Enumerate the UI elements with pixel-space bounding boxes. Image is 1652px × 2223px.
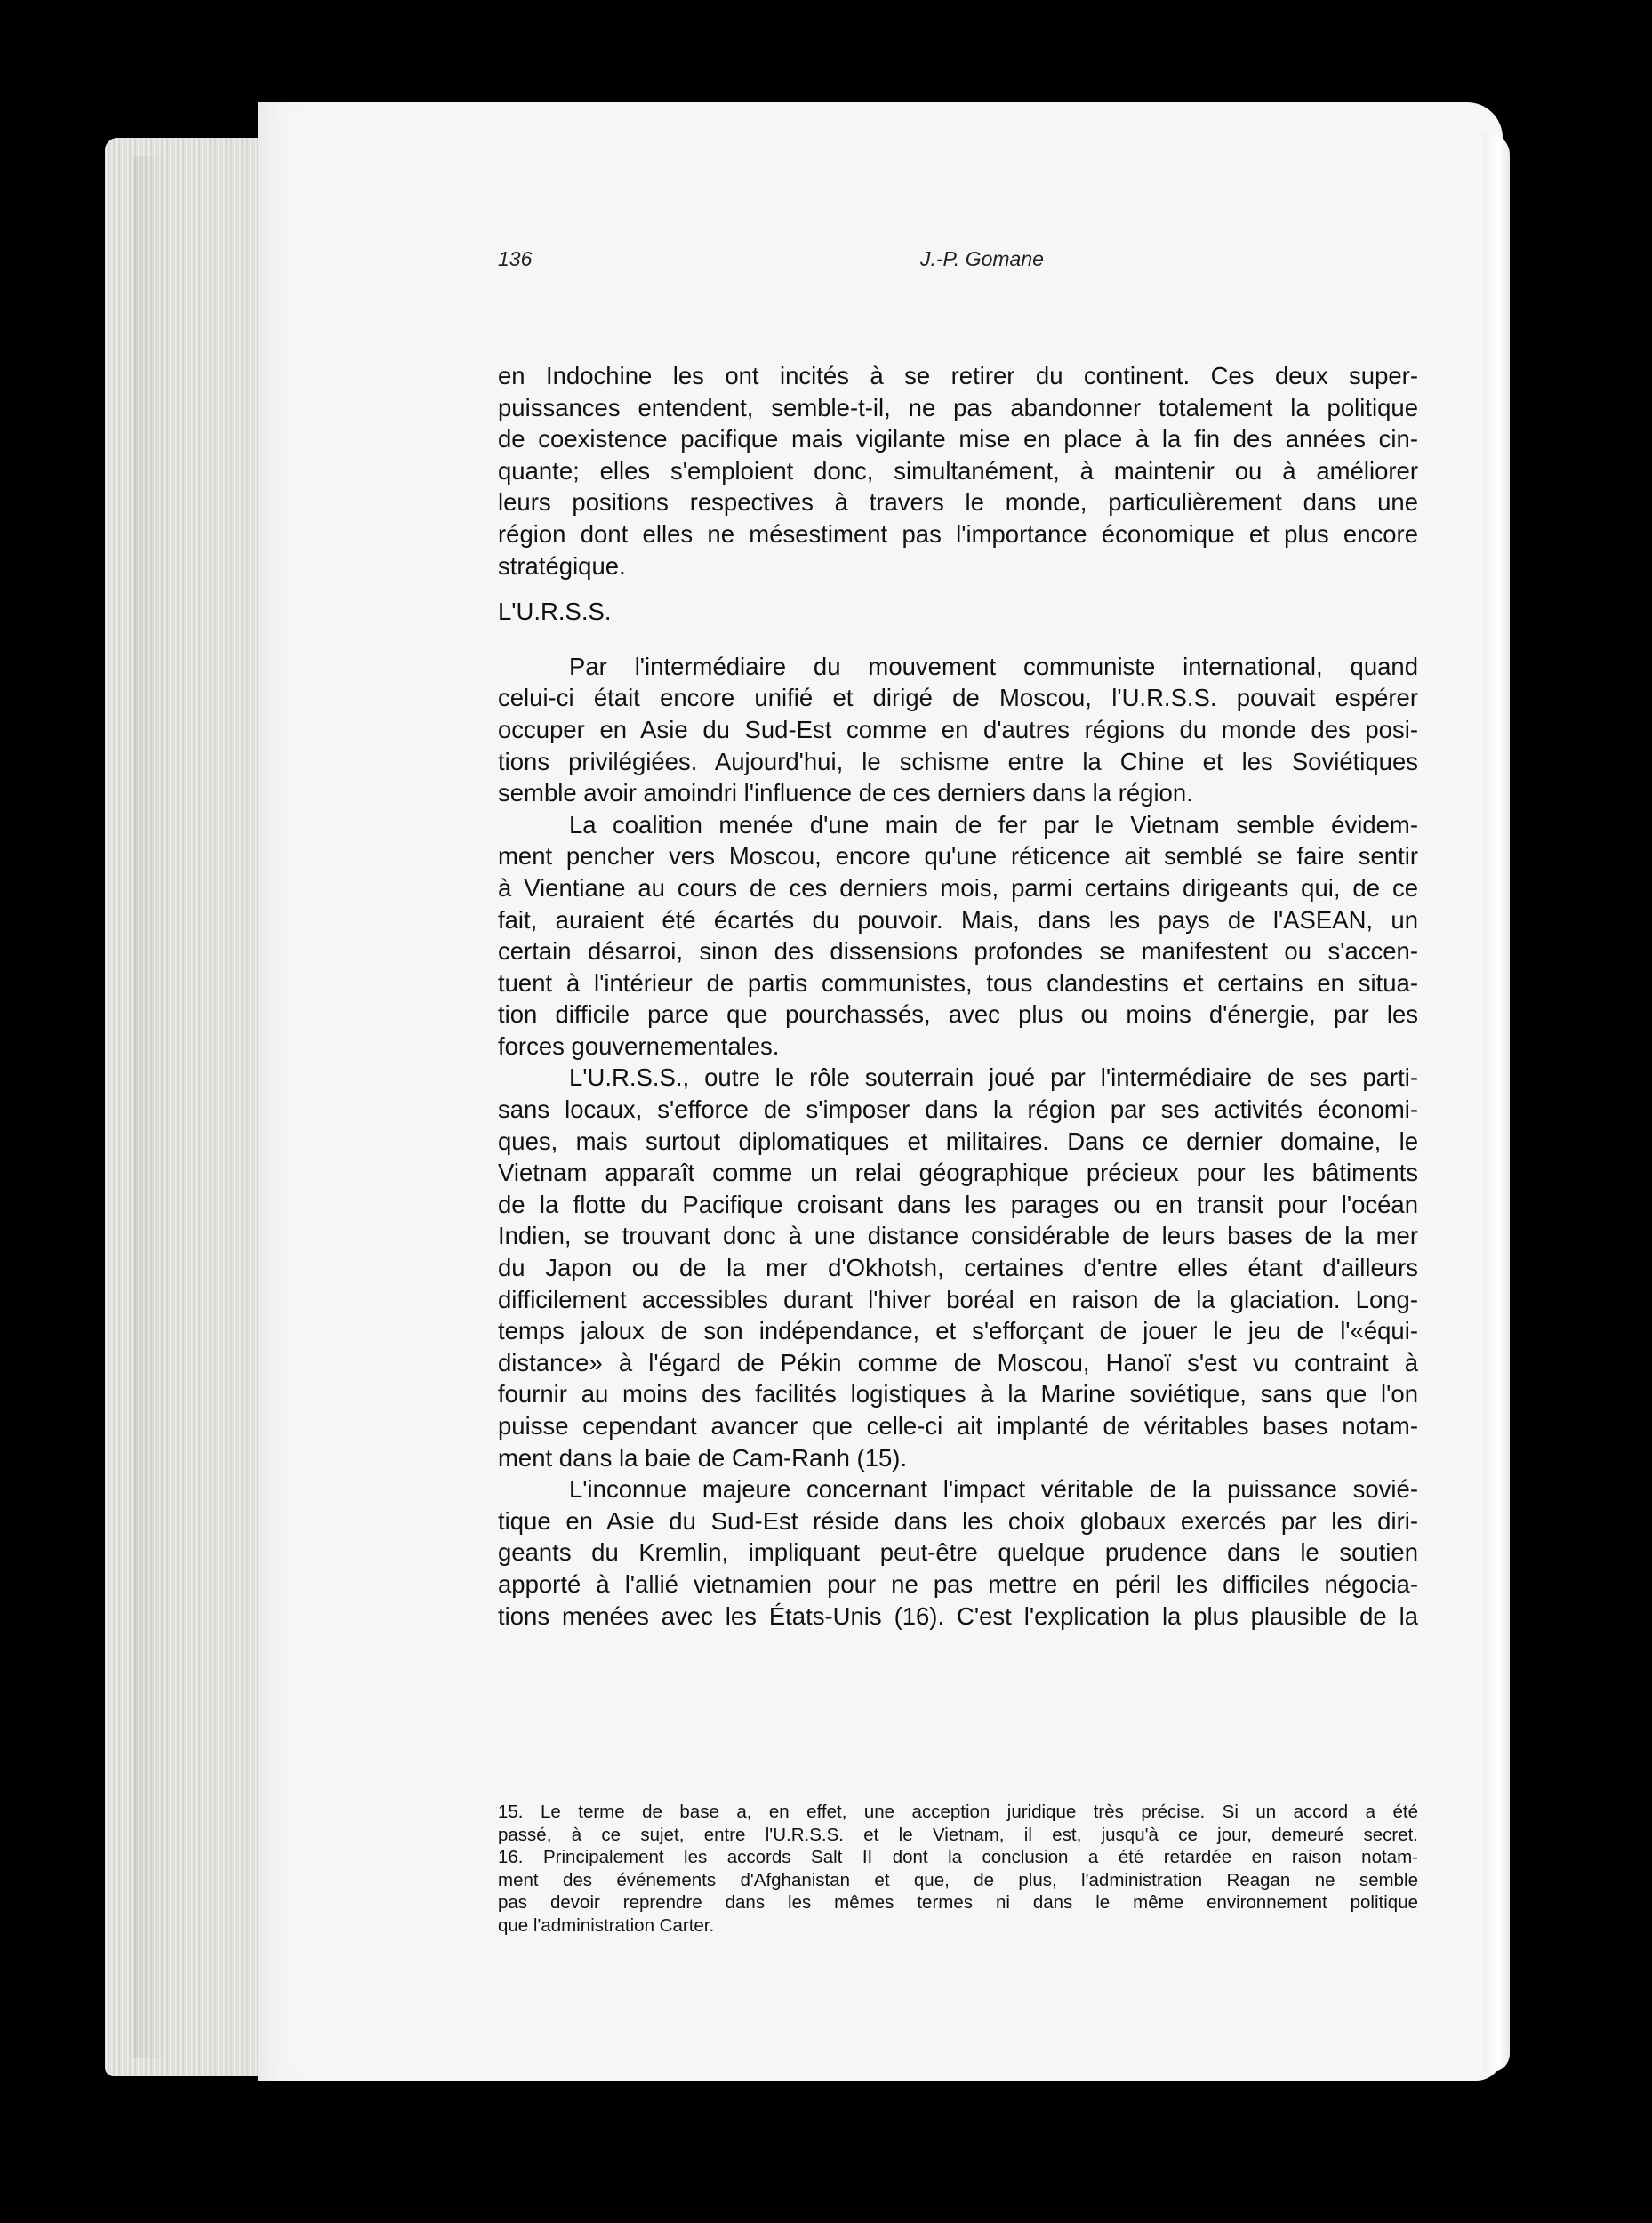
text-line: distance» à l'égard de Pékin comme de Moscou, Hanoï s'est vu contraint à <box>498 1348 1418 1376</box>
page-right-edge <box>1483 133 1510 2072</box>
text-line: de coexistence pacifique mais vigilante mise en place à la fin des années cin- <box>498 425 1418 453</box>
text-line: ment dans la baie de Cam-Ranh (15). <box>498 1443 908 1472</box>
text-line: en Indochine les ont incités à se retirer du continent. Ces deux super- <box>498 362 1418 389</box>
footnote-line: passé, à ce sujet, entre l'U.R.S.S. et le Vietnam, il est, jusqu'à ce jour, demeuré secret. <box>498 1824 1418 1845</box>
running-head: J.-P. Gomane <box>920 247 1044 270</box>
text-line: stratégique. <box>498 551 626 580</box>
text-line: de la flotte du Pacifique croisant dans les parages ou en transit pour l'océan <box>498 1190 1418 1218</box>
section-heading <box>498 596 1418 628</box>
page-stack-edges <box>105 138 283 2076</box>
paragraph-2 <box>498 651 1418 809</box>
text-line: ques, mais surtout diplomatiques et militaires. Dans ce dernier domaine, le <box>498 1127 1418 1155</box>
text-line: ment pencher vers Moscou, encore qu'une réticence ait semblé se faire sentir <box>498 842 1418 871</box>
footnotes <box>498 1801 1418 1937</box>
text-line: quante; elles s'emploient donc, simultanément, à maintenir ou à améliorer <box>498 456 1418 485</box>
paragraph-1 <box>498 360 1418 582</box>
page-number: 136 <box>498 247 533 270</box>
section-title: L'U.R.S.S. <box>498 598 612 626</box>
page-stack-shadow <box>133 156 169 2058</box>
text-line: L'U.R.S.S., outre le rôle souterrain joué par l'intermédiaire de ses parti- <box>569 1063 1418 1092</box>
text-line: tions privilégiées. Aujourd'hui, le schisme entre la Chine et les Soviétiques <box>498 747 1418 775</box>
text-line: tuent à l'intérieur de partis communistes, tous clandestins et certains en situa- <box>498 968 1418 997</box>
text-line: difficilement accessibles durant l'hiver boréal en raison de la glaciation. Long- <box>498 1285 1418 1313</box>
text-line: fournir au moins des facilités logistiques à la Marine soviétique, sans que l'on <box>498 1380 1418 1408</box>
text-line: apporté à l'allié vietnamien pour ne pas mettre en péril les difficiles négocia- <box>498 1569 1418 1598</box>
body-text <box>498 360 1418 1632</box>
text-line: à Vientiane au cours de ces derniers mois, parmi certains dirigeants qui, de ce <box>498 873 1418 902</box>
text-line: celui-ci était encore unifié et dirigé de Moscou, l'U.R.S.S. pouvait espérer <box>498 684 1418 712</box>
text-line: tion difficile parce que pourchassés, avec plus ou moins d'énergie, par les <box>498 1000 1418 1029</box>
text-line: tique en Asie du Sud-Est réside dans les choix globaux exercés par les diri- <box>498 1506 1418 1535</box>
text-line: La coalition menée d'une main de fer par le Vietnam semble évidem- <box>569 810 1418 839</box>
text-line: leurs positions respectives à travers le monde, particulièrement dans une <box>498 488 1418 517</box>
page-header <box>498 247 1418 279</box>
text-line: tions menées avec les États-Unis (16). C'est l'explication la plus plausible de la <box>498 1601 1418 1630</box>
text-line: occuper en Asie du Sud-Est comme en d'autres régions du monde des posi- <box>498 715 1418 743</box>
text-line: du Japon ou de la mer d'Okhotsh, certaines d'entre elles étant d'ailleurs <box>498 1254 1418 1282</box>
text-line: sans locaux, s'efforce de s'imposer dans la région par ses activités économi- <box>498 1095 1418 1124</box>
text-line: Par l'intermédiaire du mouvement communiste international, quand <box>569 652 1418 680</box>
footnote-line: que l'administration Carter. <box>498 1914 715 1936</box>
text-line: L'inconnue majeure concernant l'impact véritable de la puissance sovié- <box>569 1475 1418 1504</box>
text-line: région dont elles ne mésestiment pas l'importance économique et plus encore <box>498 519 1418 548</box>
text-line: Vietnam apparaît comme un relai géographique précieux pour les bâtiments <box>498 1159 1418 1187</box>
text-line: geants du Kremlin, impliquant peut-être quelque prudence dans le soutien <box>498 1538 1418 1567</box>
text-line: puissances entendent, semble-t-il, ne pas abandonner totalement la politique <box>498 393 1418 421</box>
paragraph-5 <box>498 1473 1418 1632</box>
footnote-line: ment des événements d'Afghanistan et que, de plus, l'administration Reagan ne semble <box>498 1869 1418 1890</box>
text-line: Indien, se trouvant donc à une distance considérable de leurs bases de la mer <box>498 1222 1418 1250</box>
footnote-line: pas devoir reprendre dans les mêmes termes ni dans le même environnement politique <box>498 1892 1418 1913</box>
text-line: temps jaloux de son indépendance, et s'efforçant de jouer le jeu de l'«équi- <box>498 1317 1418 1345</box>
text-line: puisse cependant avancer que celle-ci ait implanté de véritables bases notam- <box>498 1412 1418 1440</box>
paragraph-3 <box>498 809 1418 1063</box>
text-line: forces gouvernementales. <box>498 1031 780 1060</box>
text-line: certain désarroi, sinon des dissensions profondes se manifestent ou s'accen- <box>498 937 1418 966</box>
paragraph-4 <box>498 1062 1418 1473</box>
footnote-line: 15. Le terme de base a, en effet, une acception juridique très précise. Si un accord a été <box>498 1802 1418 1822</box>
footnote-line: 16. Principalement les accords Salt II dont la conclusion a été retardée en raison notam- <box>498 1847 1418 1867</box>
text-line: semble avoir amoindri l'influence de ces derniers dans la région. <box>498 779 1193 807</box>
text-line: fait, auraient été écartés du pouvoir. Mais, dans les pays de l'ASEAN, un <box>498 905 1418 934</box>
